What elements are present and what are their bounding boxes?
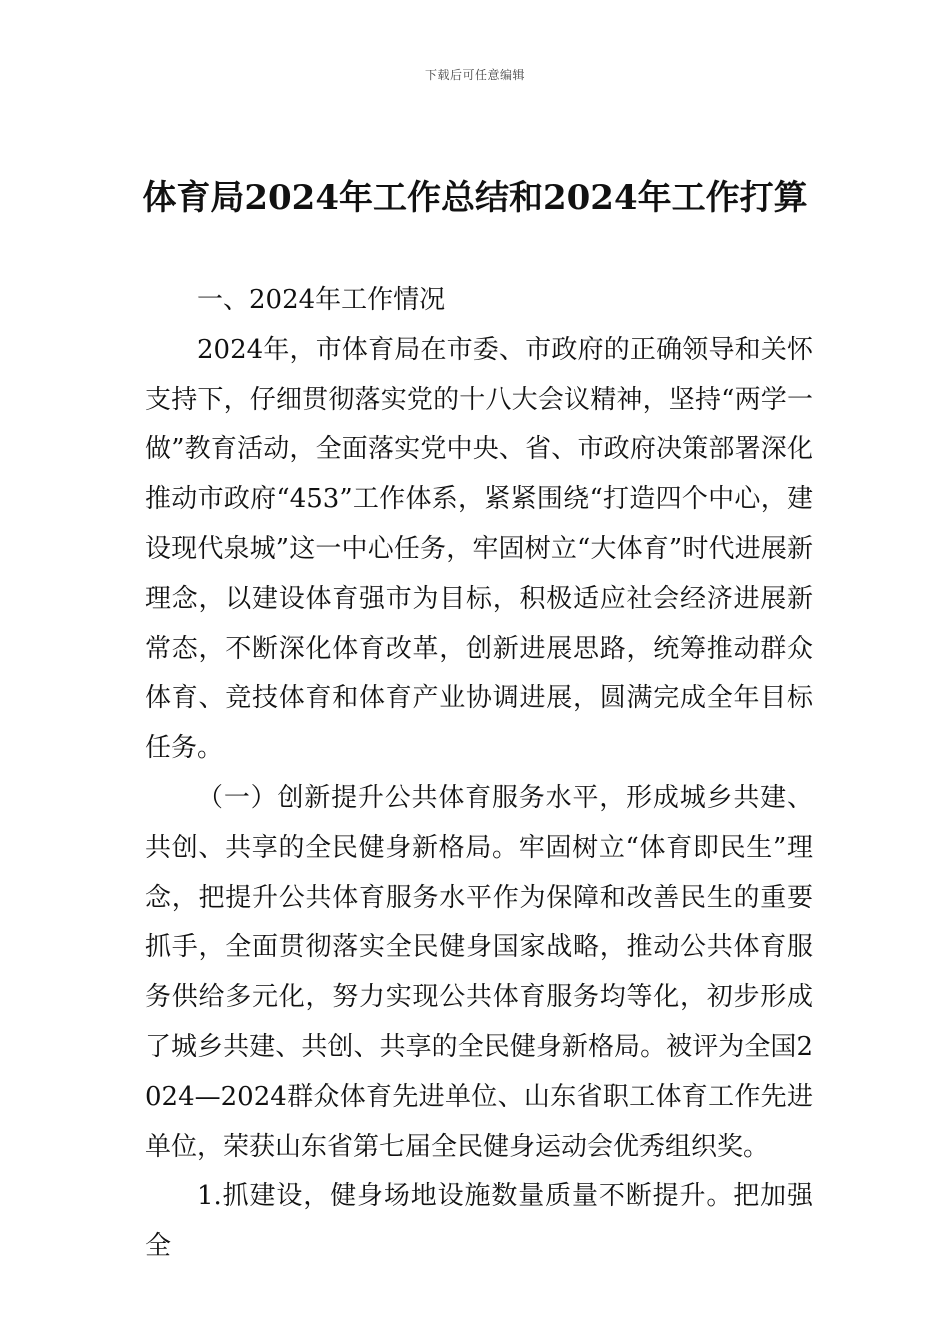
document-body [145,276,813,1272]
document-title: 体育局2024年工作总结和2024年工作打算 [142,178,808,218]
paragraph-intro: 2024年，市体育局在市委、市政府的正确领导和关怀支持下，仔细贯彻落实党的十八大会议精神，坚持“两学一做”教育活动，全面落实党中央、省、市政府决策部署深化推动市政府“453”工作体系，紧紧围绕“打造四个中心，建设现代泉城”这一中心任务，牢固树立“大体育”时代进展新理念，以建设体育强市为目标，积极适应社会经济进展新常态，不断深化体育改革，创新进展思路，统筹推动群众体育、竞技体育和体育产业协调进展，圆满完成全年目标任务。 [145,334,813,764]
section-heading: 一、2024年工作情况 [197,285,446,315]
paragraph-item-one: 1.抓建设，健身场地设施数量质量不断提升。把加强全 [145,1181,813,1262]
paragraph-subsection-one: （一）创新提升公共体育服务水平，形成城乡共建、共创、共享的全民健身新格局。牢固树立“体育即民生”理念，把提升公共体育服务水平作为保障和改善民生的重要抓手，全面贯彻落实全民健身国家战略，推动公共体育服务供给多元化，努力实现公共体育服务均等化，初步形成了城乡共建、共创、共享的全民健身新格局。被评为全国2024—2024群众体育先进单位、山东省职工体育工作先进单位，荣获山东省第七届全民健身运动会优秀组织奖。 [145,782,813,1162]
header-note: 下载后可任意编辑 [424,68,525,82]
